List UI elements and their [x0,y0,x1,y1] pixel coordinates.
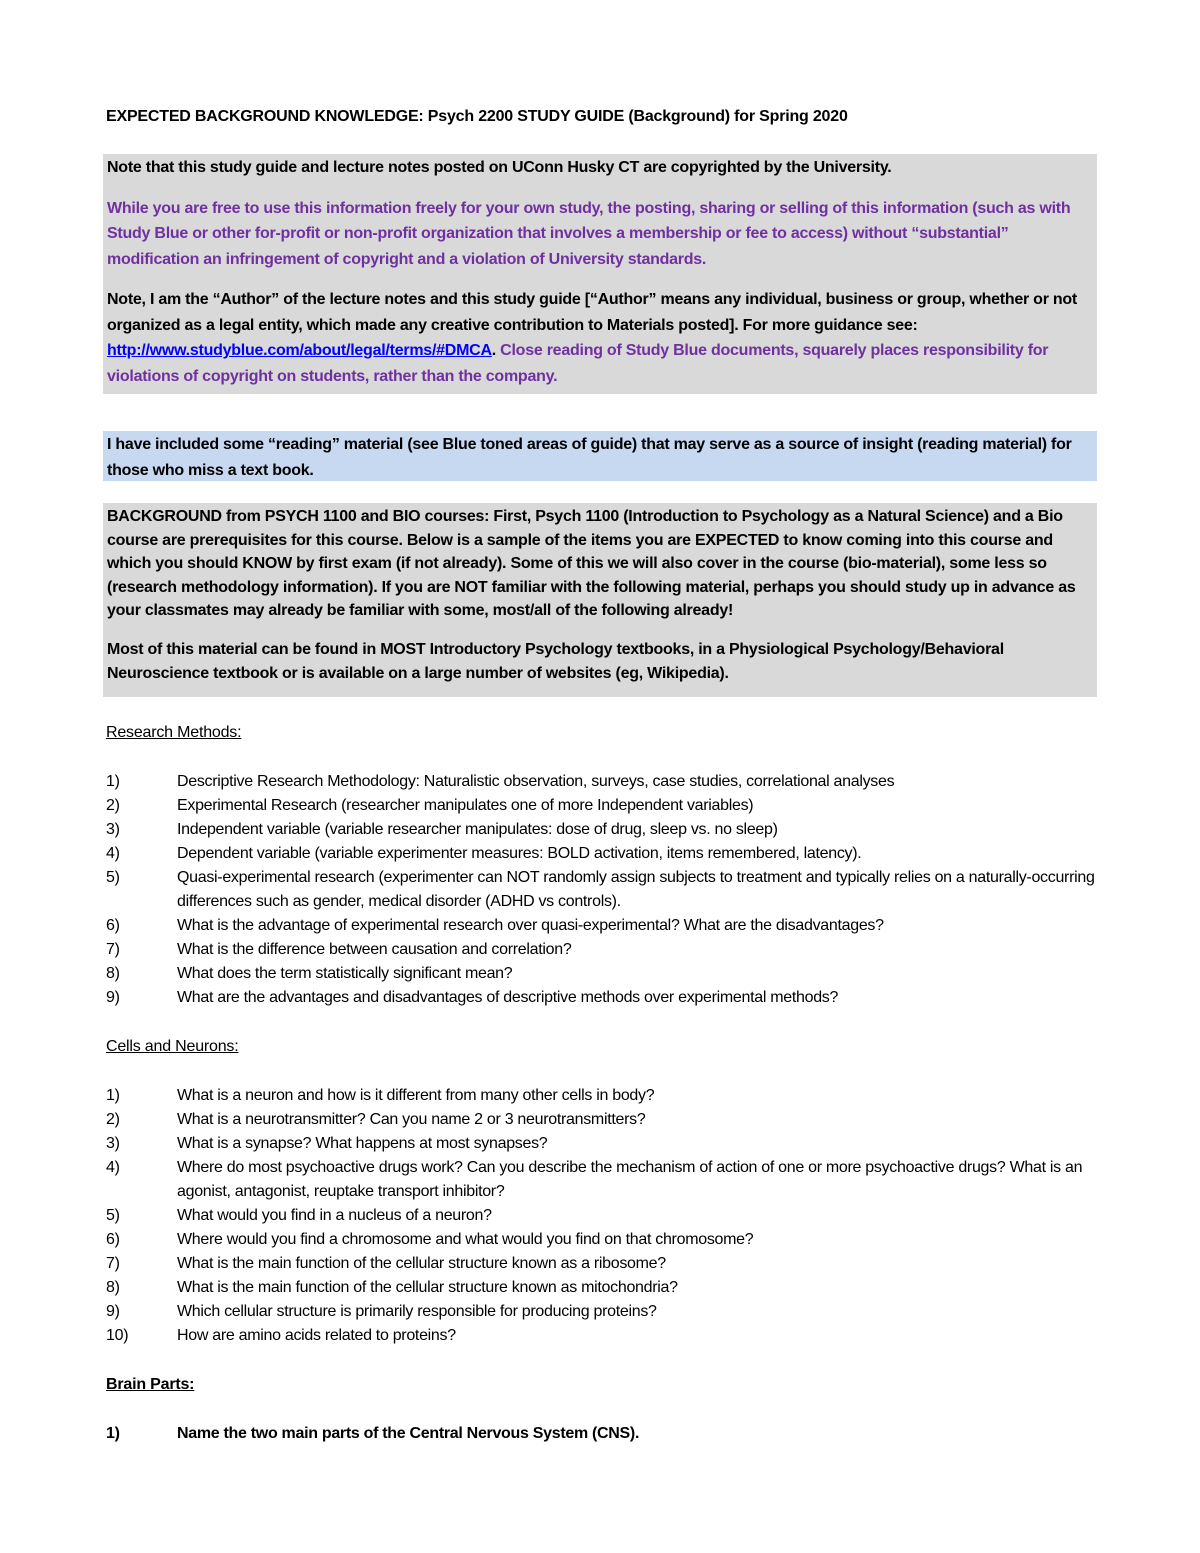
list-item [106,1252,1106,1276]
section-heading-research-methods: Research Methods: [106,724,242,741]
list-item-text: What would you find in a nucleus of a neuron? [177,1207,492,1224]
list-item-number: 1) [106,1087,120,1104]
list-item [106,1156,1106,1204]
list-item-number: 8) [106,965,120,982]
list-item-number: 7) [106,941,120,958]
list-item-number: 1) [106,1425,120,1442]
copyright-warning: While you are free to use this information freely for your own study, the posting, sharing or selling of this information (such as with Study Blue or other for-profit or non-profit organization that involves a membership or fee to access) without “substantial” modification an infringement of copyright and a violation of University standards. [107,199,1071,268]
list-item-number: 4) [106,845,120,862]
list-item-text: Where would you find a chromosome and what would you find on that chromosome? [177,1231,754,1248]
list-item-text: What are the advantages and disadvantages of descriptive methods over experimental methods? [177,989,839,1006]
list-item-number: 9) [106,1303,120,1320]
list-item-text: Descriptive Research Methodology: Naturalistic observation, surveys, case studies, correlational analyses [177,773,895,790]
list-item-text: What is the advantage of experimental research over quasi-experimental? What are the disadvantages? [177,917,884,934]
list-item-text: How are amino acids related to proteins? [177,1327,456,1344]
list-item [106,1300,1106,1324]
list-item [106,1204,1106,1228]
list-item-number: 3) [106,821,120,838]
list-item [106,1422,1106,1446]
list-item-text: Experimental Research (researcher manipulates one of more Independent variables) [177,797,754,814]
list-item-number: 3) [106,1135,120,1152]
dmca-link[interactable]: http://www.studyblue.com/about/legal/terms/#DMCA [107,342,492,359]
list-item [106,914,1106,938]
section-heading-brain-parts: Brain Parts: [106,1376,195,1393]
list-item-number: 7) [106,1255,120,1272]
section-heading-cells-and-neurons: Cells and Neurons: [106,1038,239,1055]
author-note-closing: Close reading of Study Blue documents, squarely places responsibility for violations of copyright on students, rather than the company. [107,342,1049,385]
list-item [106,794,1106,818]
list-item-number: 5) [106,869,120,886]
list-item [106,1132,1106,1156]
list-item [106,962,1106,986]
list-item-text: What is a neuron and how is it different from many other cells in body? [177,1087,655,1104]
list-item [106,986,1106,1010]
list-item-text: What is the main function of the cellular structure known as a ribosome? [177,1255,666,1272]
list-item-number: 9) [106,989,120,1006]
list-item-text: What is the difference between causation and correlation? [177,941,572,958]
list-item-text: Name the two main parts of the Central Nervous System (CNS). [177,1425,640,1442]
background-paragraph-1: BACKGROUND from PSYCH 1100 and BIO courses: First, Psych 1100 (Introduction to Psychology as a Natural Science) and a Bio course are prerequisites for this course. Below is a sample of the items you are EXPECTED to know coming into this course and which you should KNOW by first exam (if not already). Some of this we will also cover in the course (bio-material), some less so (research methodology information). If you are NOT familiar with the following material, perhaps you should study up in advance as your classmates may already be familiar with some, most/all of the following already! [107,508,1076,620]
background-box [103,503,1097,697]
list-item-text: Dependent variable (variable experimenter measures: BOLD activation, items remembered, latency). [177,845,862,862]
list-item [106,1324,1106,1348]
list-item-text: What is a synapse? What happens at most synapses? [177,1135,548,1152]
list-item-number: 6) [106,1231,120,1248]
copyright-notice-box [103,154,1097,394]
list-item-text: What is a neurotransmitter? Can you name 2 or 3 neurotransmitters? [177,1111,646,1128]
list-item-number: 6) [106,917,120,934]
list-item-number: 5) [106,1207,120,1224]
list-item-number: 1) [106,773,120,790]
copyright-note: Note that this study guide and lecture notes posted on UConn Husky CT are copyrighted by the University. [107,159,892,176]
list-item [106,1108,1106,1132]
list-item [106,818,1106,842]
background-paragraph-2: Most of this material can be found in MOST Introductory Psychology textbooks, in a Physiological Psychology/Behavioral Neuroscience textbook or is available on a large number of websites (eg, Wikipedia). [107,640,1004,682]
list-item-number: 2) [106,1111,120,1128]
list-item-number: 10) [106,1327,129,1344]
list-item-number: 4) [106,1159,120,1176]
list-item [106,770,1106,794]
list-item [106,866,1106,914]
list-item-number: 8) [106,1279,120,1296]
list-item-number: 2) [106,797,120,814]
author-note-text: Note, I am the “Author” of the lecture notes and this study guide [“Author” means any individual, business or group, whether or not organized as a legal entity, which made any creative contribution to Materials posted]. For more guidance see: [107,291,1077,334]
list-item [106,1084,1106,1108]
list-item-text: What is the main function of the cellular structure known as mitochondria? [177,1279,678,1296]
brain-parts-list [106,1422,1106,1446]
list-item-text: Where do most psychoactive drugs work? Can you describe the mechanism of action of one or more psychoactive drugs? What is an agonist, antagonist, reuptake transport inhibitor? [177,1159,1083,1200]
list-item [106,1276,1106,1300]
reading-material-box [103,431,1097,481]
author-note [107,287,1093,389]
reading-material-text: I have included some “reading” material (see Blue toned areas of guide) that may serve as a source of insight (reading material) for those who miss a text book. [107,436,1072,479]
research-methods-list [106,770,1106,1010]
list-item-text: Which cellular structure is primarily responsible for producing proteins? [177,1303,657,1320]
list-item-text: What does the term statistically significant mean? [177,965,513,982]
list-item-text: Quasi-experimental research (experimenter can NOT randomly assign subjects to treatment and typically relies on a naturally-occurring differences such as gender, medical disorder (ADHD vs controls). [177,869,1095,910]
list-item-text: Independent variable (variable researcher manipulates: dose of drug, sleep vs. no sleep) [177,821,778,838]
list-item [106,842,1106,866]
cells-and-neurons-list [106,1084,1106,1348]
author-note-period: . [491,342,496,359]
page-title: EXPECTED BACKGROUND KNOWLEDGE: Psych 2200 STUDY GUIDE (Background) for Spring 2020 [106,108,848,125]
list-item [106,938,1106,962]
list-item [106,1228,1106,1252]
